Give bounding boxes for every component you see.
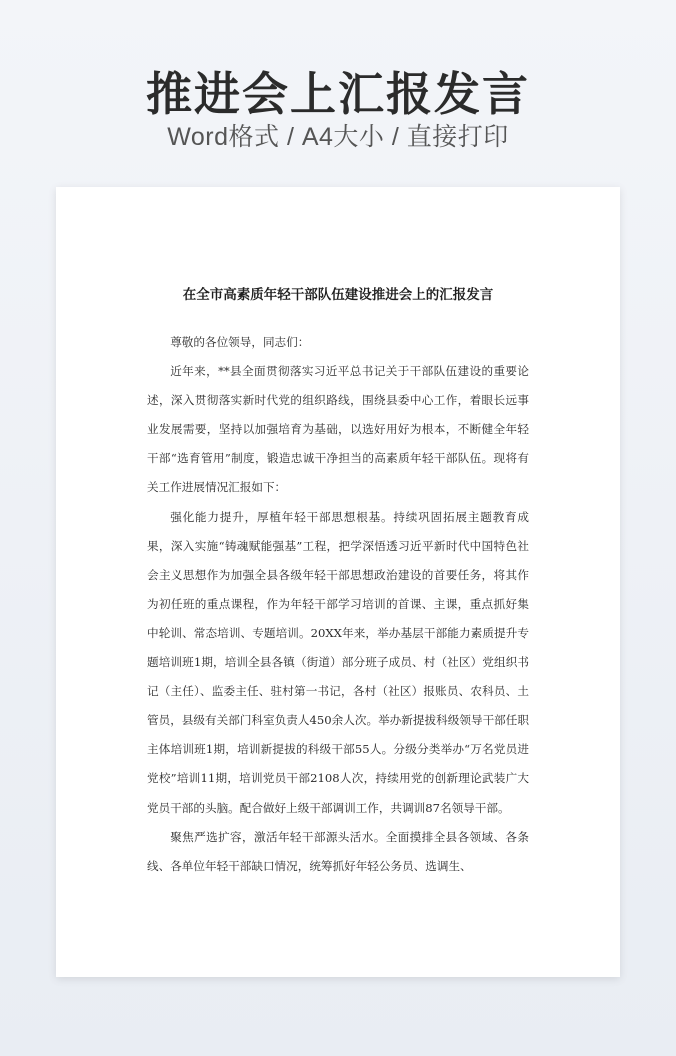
document-paragraph-selection: 聚焦严选扩容，激活年轻干部源头活水。全面摸排全县各领域、各条线、各单位年轻干部缺口情况，统筹抓好年轻公务员、选调生、 bbox=[147, 829, 529, 873]
page-subtitle: Word格式 / A4大小 / 直接打印 bbox=[167, 123, 509, 151]
document-paragraph-capacity: 强化能力提升，厚植年轻干部思想根基。持续巩固拓展主题教育成果，深入实施“铸魂赋能强基”工程，把学深悟透习近平新时代中国特色社会主义思想作为加强全县各级年轻干部思想政治建设的首要任务，将其作为初任班的重点课程，作为年轻干部学习培训的首课、主课，重点抓好集中轮训、常态培训、专题培训。20XX年来，举办基层干部能力素质提升专题培训班1期，培训全县各镇（街道）部分班子成员、村（社区）党组织书记（主任）、监委主任、驻村第一书记，各村（社区）报账员、农科员、土管员，县级有关部门科室负责人450余人次。举办新提拔科级领导干部任职主体培训班1期，培训新提拔的科级干部55人。分级分类举办“万名党员进党校”培训11期，培训党员干部2108人次，持续用党的创新理论武装广大党员干部的头脑。配合做好上级干部调训工作，共调训87名领导干部。 bbox=[147, 509, 529, 815]
document-page bbox=[56, 187, 620, 977]
page-title: 推进会上汇报发言 bbox=[146, 67, 530, 121]
document-paragraph-salutation: 尊敬的各位领导，同志们： bbox=[170, 335, 310, 349]
document-body bbox=[147, 328, 529, 881]
document-title: 在全市高素质年轻干部队伍建设推进会上的汇报发言 bbox=[182, 287, 494, 303]
document-paragraph-intro: 近年来，**县全面贯彻落实习近平总书记关于干部队伍建设的重要论述，深入贯彻落实新时代党的组织路线，围绕县委中心工作，着眼长远事业发展需要，坚持以加强培育为基础，以选好用好为根本，不断健全年轻干部“选育管用”制度，锻造忠诚干净担当的高素质年轻干部队伍。现将有关工作进展情况汇报如下： bbox=[147, 364, 529, 495]
